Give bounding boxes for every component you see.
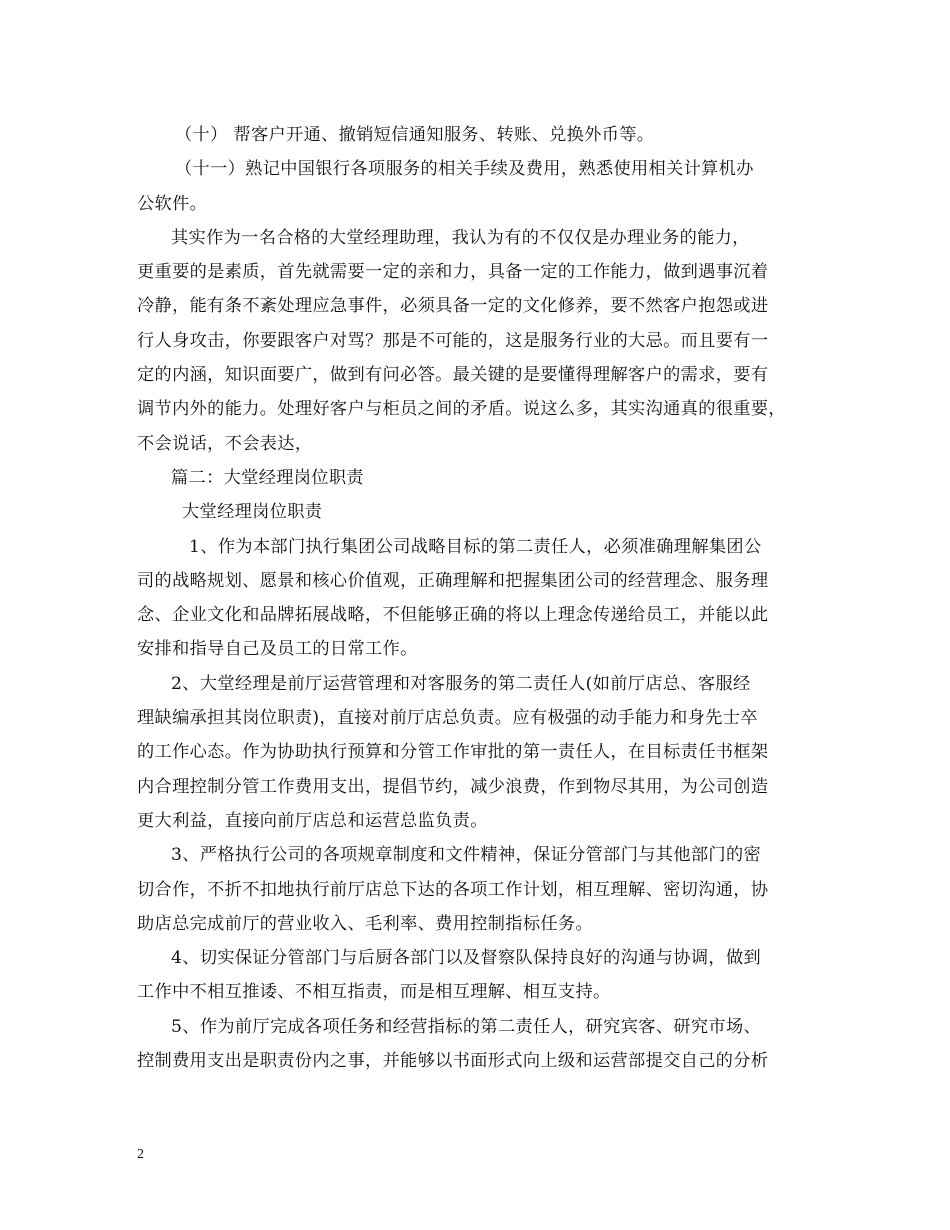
list-item-2: 2、大堂经理是前厅运营管理和对客服务的第二责任人(如前厅店总、客服经 bbox=[171, 673, 751, 694]
document-body bbox=[137, 118, 822, 1078]
text-line: 的工作心态。作为协助执行预算和分管工作审批的第一责任人，在目标责任书框架 bbox=[137, 742, 769, 763]
text-line: 工作中不相互推诿、不相互指责，而是相互理解、相互支持。 bbox=[137, 982, 611, 1003]
text-line: 助店总完成前厅的营业收入、毛利率、费用控制指标任务。 bbox=[137, 913, 593, 934]
text-line: 司的战略规划、愿景和核心价值观，正确理解和把握集团公司的经营理念、服务理 bbox=[137, 570, 769, 591]
text-line: 行人身攻击，你要跟客户对骂？那是不可能的，这是服务行业的大忌。而且要有一 bbox=[137, 330, 769, 351]
section-heading: 篇二：大堂经理岗位职责 bbox=[171, 467, 364, 488]
subheading: 大堂经理岗位职责 bbox=[182, 502, 323, 523]
text-line: 不会说话，不会表达， bbox=[137, 433, 313, 454]
text-line: 念、企业文化和品牌拓展战略，不但能够正确的将以上理念传递给员工，并能以此 bbox=[137, 605, 769, 626]
list-item-3: 3、严格执行公司的各项规章制度和文件精神，保证分管部门与其他部门的密 bbox=[171, 845, 762, 866]
text-line: 切合作，不折不扣地执行前厅店总下达的各项工作计划，相互理解、密切沟通，协 bbox=[137, 879, 769, 900]
text-line: （十） 帮客户开通、撤销短信通知服务、转账、兑换外币等。 bbox=[175, 125, 655, 145]
list-item-5: 5、作为前厅完成各项任务和经营指标的第二责任人，研究宾客、研究市场、 bbox=[171, 1016, 762, 1037]
list-item-4: 4、切实保证分管部门与后厨各部门以及督察队保持良好的沟通与协调，做到 bbox=[171, 948, 762, 969]
text-line: 定的内涵，知识面要广，做到有问必答。最关键的是要懂得理解客户的需求，要有 bbox=[137, 365, 769, 386]
text-line: 控制费用支出是职责份内之事，并能够以书面形式向上级和运营部提交自己的分析 bbox=[137, 1051, 769, 1072]
text-line: 更大利益，直接向前厅店总和运营总监负责。 bbox=[137, 810, 488, 831]
text-line: 公软件。 bbox=[137, 193, 208, 214]
page-number: 2 bbox=[137, 1147, 144, 1162]
list-item-1: 1、作为本部门执行集团公司战略目标的第二责任人，必须准确理解集团公 bbox=[189, 536, 762, 557]
text-line: 理缺编承担其岗位职责)，直接对前厅店总负责。应有极强的动手能力和身先士卒 bbox=[137, 708, 758, 729]
text-line: （十一）熟记中国银行各项服务的相关手续及费用，熟悉使用相关计算机办 bbox=[175, 159, 754, 180]
text-line: 安排和指导自己及员工的日常工作。 bbox=[137, 639, 418, 660]
text-line: 冷静，能有条不紊处理应急事件，必须具备一定的文化修养，要不然客户抱怨或进 bbox=[137, 296, 769, 317]
paragraph-start: 其实作为一名合格的大堂经理助理，我认为有的不仅仅是办理业务的能力， bbox=[171, 227, 750, 248]
text-line: 调节内外的能力。处理好客户与柜员之间的矛盾。说这么多，其实沟通真的很重要， bbox=[137, 399, 786, 420]
text-line: 更重要的是素质，首先就需要一定的亲和力，具备一定的工作能力，做到遇事沉着 bbox=[137, 262, 769, 283]
text-line: 内合理控制分管工作费用支出，提倡节约，减少浪费，作到物尽其用，为公司创造 bbox=[137, 776, 769, 797]
